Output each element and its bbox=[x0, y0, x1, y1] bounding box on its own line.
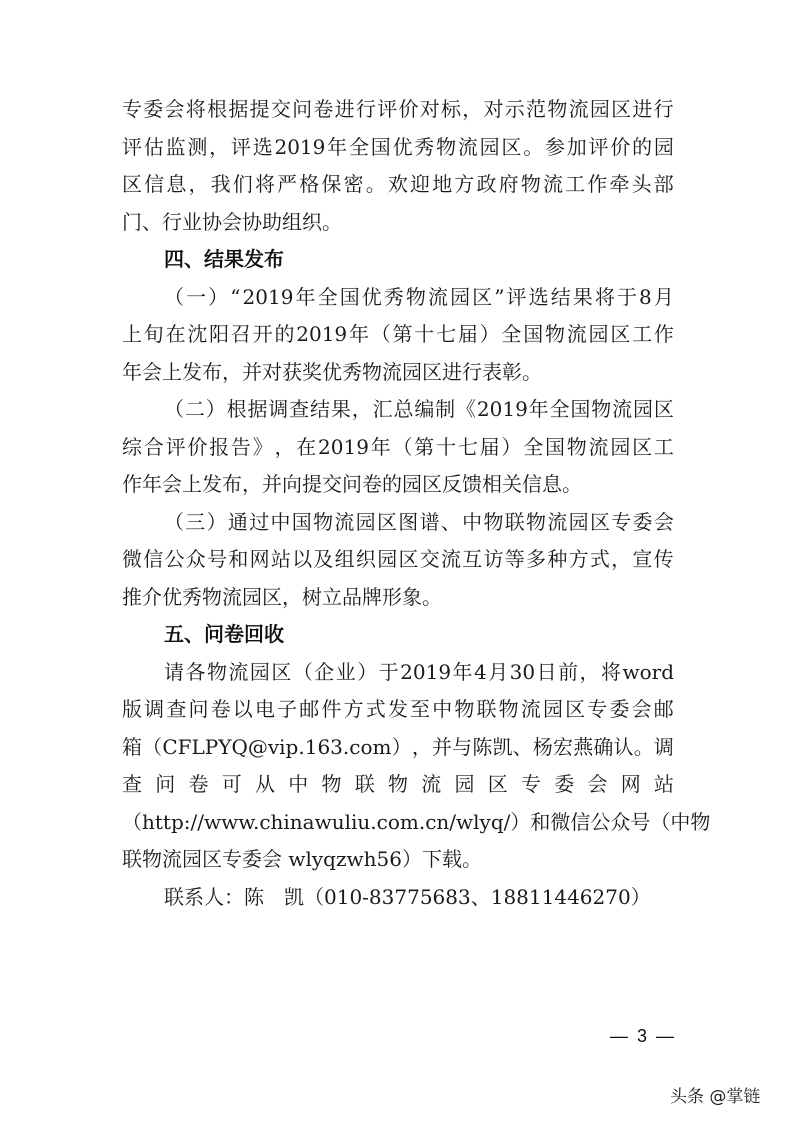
paragraph-line: （ 一 ） “ 2019 年 全 国 优 秀 物 流 园 区 ” 评 选 结 果 将 于 8 月 bbox=[164, 284, 674, 309]
paragraph-line: 门、行业协会协助组织。 bbox=[122, 209, 342, 234]
section-heading-results: 四、结果发布 bbox=[164, 247, 284, 271]
paragraph-line: 查 问 卷 可 从 中 物 联 物 流 园 区 专 委 会 网 站 bbox=[122, 772, 674, 796]
paragraph-line: 综 合 评 价 报 告 》 ， 在 2019 年 （ 第 十 七 届 ） 全 国 物 流 园 区 工 bbox=[122, 434, 674, 459]
paragraph-line: 请 各 物 流 园 区 （ 企 业 ） 于 2019 年 4 月 30 日 前 ， 将 word bbox=[164, 659, 674, 684]
paragraph-line: 年会上发布，并对获奖优秀物流园区进行表彰。 bbox=[122, 359, 542, 384]
paragraph-line: 专 委 会 将 根 据 提 交 问 卷 进 行 评 价 对 标 ， 对 示 范 物 流 园 区 进 行 bbox=[122, 97, 674, 121]
paragraph-line: 区 信 息 ， 我 们 将 严 格 保 密 。 欢 迎 地 方 政 府 物 流 工 作 牵 头 部 bbox=[122, 172, 674, 196]
paragraph-line: （ 二 ） 根 据 调 查 结 果 ， 汇 总 编 制 《 2019 年 全 国 物 流 园 区 bbox=[164, 397, 674, 421]
paragraph-line: 推介优秀物流园区，树立品牌形象。 bbox=[122, 584, 442, 609]
paragraph-line: 微 信 公 众 号 和 网 站 以 及 组 织 园 区 交 流 互 访 等 多 种 方 式 ， 宣 传 bbox=[122, 547, 674, 571]
email-line: 箱 （ CFLPYQ@vip.163.com ） ， 并 与 陈 凯 、 杨 宏 燕 确 认 。 调 bbox=[122, 734, 674, 759]
paragraph-line: 版 调 查 问 卷 以 电 子 邮 件 方 式 发 至 中 物 联 物 流 园 区 专 委 会 邮 bbox=[122, 697, 674, 721]
url-line: （ http://www.chinawuliu.com.cn/wlyq/ ） 和 微 信 公 众 号 （ 中 物 bbox=[122, 809, 711, 834]
watermark: 头条 @掌链 bbox=[670, 1087, 761, 1107]
paragraph-line: 上 旬 在 沈 阳 召 开 的 2019 年 （ 第 十 七 届 ） 全 国 物 流 园 区 工 作 bbox=[122, 322, 674, 346]
paragraph-line: 作年会上发布，并向提交问卷的园区反馈相关信息。 bbox=[122, 472, 582, 496]
section-heading-questionnaire: 五、问卷回收 bbox=[164, 622, 284, 646]
document-body bbox=[122, 91, 711, 916]
paragraph-line: 联物流园区专委会 wlyqzwh56）下载。 bbox=[122, 847, 482, 871]
paragraph-line: 评 估 监 测 ， 评 选 2019 年 全 国 优 秀 物 流 园 区 。 参 加 评 价 的 园 bbox=[122, 134, 674, 159]
contact-line: 联系人：陈 凯（010-83775683、18811446270） bbox=[164, 884, 651, 909]
page-number: — 3 — bbox=[610, 1026, 677, 1046]
paragraph-line: （ 三 ） 通 过 中 国 物 流 园 区 图 谱 、 中 物 联 物 流 园 区 专 委 会 bbox=[164, 509, 674, 534]
